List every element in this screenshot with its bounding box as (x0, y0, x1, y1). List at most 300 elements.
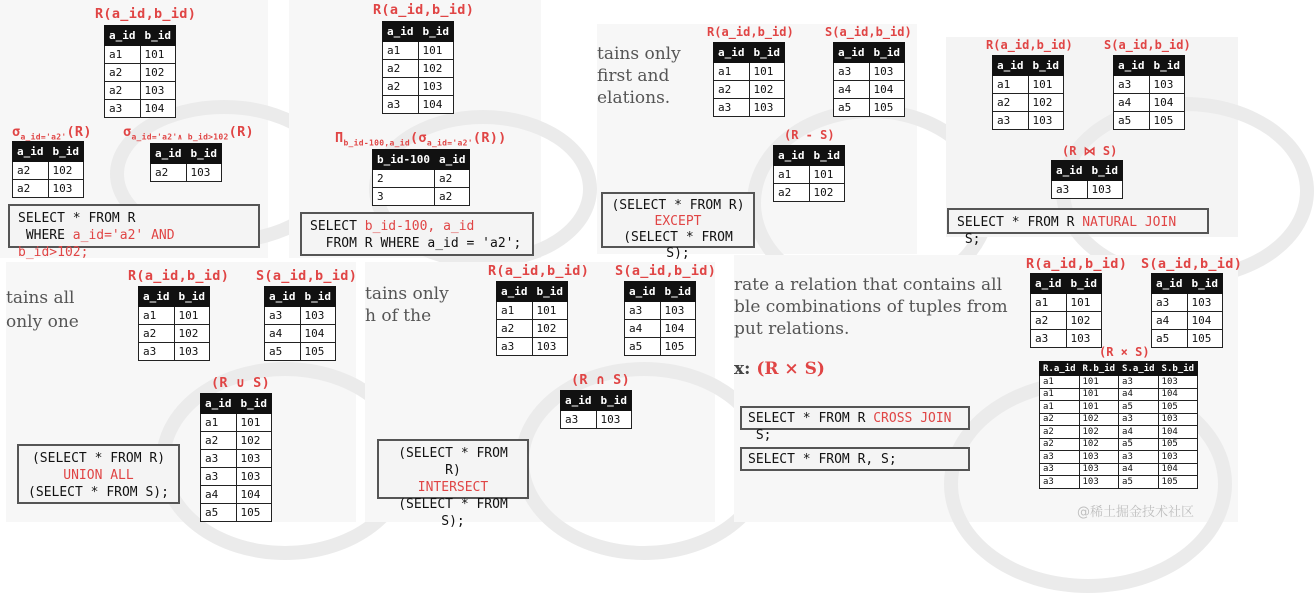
table-row (265, 325, 336, 343)
table-row (139, 307, 210, 325)
sql-keyword: CROSS JOIN (873, 411, 952, 426)
slide-text-line-1: tains only (597, 44, 681, 64)
table-cell: a4 (265, 325, 301, 343)
relation-s-table (264, 286, 336, 361)
result-table-1 (12, 141, 84, 198)
table-row (993, 112, 1064, 130)
relation-s-label: S(a_id,b_id) (1104, 38, 1191, 52)
table-row (714, 63, 785, 81)
watermark: @稀土掘金技术社区 (1076, 505, 1194, 520)
table-cell: a1 (1040, 388, 1080, 401)
sql-box-comma-join: SELECT * FROM R, S; (740, 447, 970, 471)
table-cell: a3 (1119, 413, 1159, 426)
table-row (1040, 413, 1198, 426)
slide-text-line-1: rate a relation that contains all (734, 275, 1003, 295)
table-row (105, 82, 176, 100)
table-cell: 3 (373, 188, 435, 206)
table-cell: a3 (625, 302, 661, 320)
sql-box (17, 444, 180, 504)
column-header: a_id (1052, 161, 1088, 181)
table-row (139, 343, 210, 361)
table-row (1152, 294, 1223, 312)
table-row (1152, 330, 1223, 348)
table-row (1040, 376, 1198, 389)
table-row (834, 81, 905, 99)
table-cell: 101 (1079, 401, 1119, 414)
table-cell: a5 (834, 99, 870, 117)
sql-line-2: FROM R WHERE a_id = 'a2'; (310, 236, 522, 251)
relation-s-table (833, 42, 905, 117)
table-cell: 104 (1149, 94, 1185, 112)
cross-result-label: (R × S) (1099, 345, 1150, 359)
sql-line-3: (SELECT * FROM S); (398, 497, 508, 529)
table-cell: a3 (834, 63, 870, 81)
table-row (201, 504, 272, 522)
table-row (1040, 463, 1198, 476)
relation-r-table (1030, 273, 1102, 348)
table-row (105, 64, 176, 82)
column-header: a_id (265, 287, 301, 307)
table-cell: 102 (1066, 312, 1102, 330)
table-row (201, 450, 272, 468)
sql-box (601, 192, 755, 261)
relation-s-label: S(a_id,b_id) (615, 263, 717, 279)
union-result-table (200, 393, 272, 522)
table-cell: a5 (1119, 401, 1159, 414)
table-cell: a2 (1040, 438, 1080, 451)
table-row (1040, 451, 1198, 464)
table-cell: 101 (1066, 294, 1102, 312)
table-cell: a2 (1040, 413, 1080, 426)
table-cell: 103 (532, 338, 568, 356)
relation-s-label: S(a_id,b_id) (256, 268, 358, 284)
table-cell: a3 (1119, 451, 1159, 464)
column-header: a_id (383, 22, 419, 42)
table-row (265, 343, 336, 361)
table-cell: a3 (1040, 476, 1080, 489)
table-cell: a5 (625, 338, 661, 356)
table-cell: a2 (105, 82, 141, 100)
sql-text-end: S; (748, 428, 772, 443)
table-cell: a3 (1114, 76, 1150, 94)
sql-box (377, 439, 529, 529)
column-header: b_id (186, 144, 222, 164)
column-header: b_id (236, 394, 272, 414)
table-cell: a2 (151, 164, 187, 182)
table-cell: a2 (1031, 312, 1067, 330)
relation-r-table (104, 25, 176, 118)
except-result-table (773, 145, 845, 202)
column-header: b_id (869, 43, 905, 63)
table-cell: 105 (660, 338, 696, 356)
table-cell: 103 (869, 63, 905, 81)
table-cell: 103 (1087, 181, 1123, 199)
table-cell: 101 (418, 42, 454, 60)
relation-r-label: R(a_id,b_id) (488, 263, 590, 279)
table-cell: a4 (834, 81, 870, 99)
table-row (373, 170, 470, 188)
column-header: b_id (809, 146, 845, 166)
table-cell: a2 (774, 184, 810, 202)
table-row (497, 320, 568, 338)
table-cell: 101 (1079, 376, 1119, 389)
column-header: a_id (13, 142, 49, 162)
table-cell: 104 (1187, 312, 1223, 330)
table-cell: a1 (105, 46, 141, 64)
table-cell: 103 (1079, 451, 1119, 464)
sql-keyword: INTERSECT (417, 480, 489, 495)
table-row (1031, 294, 1102, 312)
column-header: b_id (1066, 274, 1102, 294)
table-cell: 104 (300, 325, 336, 343)
table-cell: 103 (140, 82, 176, 100)
table-cell: a3 (993, 112, 1029, 130)
table-cell: 101 (1028, 76, 1064, 94)
table-cell: a5 (265, 343, 301, 361)
column-header: a_id (434, 150, 470, 170)
table-cell: 104 (1158, 426, 1198, 439)
table-cell: 103 (1028, 112, 1064, 130)
table-cell: a1 (497, 302, 533, 320)
panel-intersect (365, 262, 717, 529)
sql-line-1: (SELECT * FROM R) (31, 451, 166, 466)
table-cell: 102 (1028, 94, 1064, 112)
table-row (1152, 312, 1223, 330)
table-cell: a4 (1119, 426, 1159, 439)
column-header: b_id (660, 282, 696, 302)
sql-box-cross-join (740, 406, 970, 443)
table-row (1040, 476, 1198, 489)
sql-keyword: NATURAL JOIN (1082, 215, 1177, 230)
table-row (383, 42, 454, 60)
table-cell: 103 (749, 99, 785, 117)
table-cell: a3 (497, 338, 533, 356)
column-header: a_id (1114, 56, 1150, 76)
table-cell: 103 (1158, 413, 1198, 426)
table-cell: a2 (993, 94, 1029, 112)
table-row (1031, 330, 1102, 348)
relation-r-label: R(a_id,b_id) (373, 2, 475, 18)
sql-line-1: SELECT b_id-100, a_id (310, 219, 475, 234)
table-cell: 102 (174, 325, 210, 343)
sql-keyword: UNION ALL (63, 468, 134, 483)
table-row (373, 188, 470, 206)
table-cell: 101 (140, 46, 176, 64)
table-cell: a3 (1031, 330, 1067, 348)
table-cell: a2 (434, 170, 470, 188)
table-cell: a2 (139, 325, 175, 343)
table-cell: a3 (105, 100, 141, 118)
relation-s-table (1113, 55, 1185, 130)
union-result-label: (R ∪ S) (211, 375, 270, 391)
slide-text-line-2: only one (6, 312, 79, 332)
table-cell: 101 (749, 63, 785, 81)
table-cell: 101 (236, 414, 272, 432)
table-cell: 103 (1066, 330, 1102, 348)
table-cell: a2 (201, 432, 237, 450)
column-header: b_id (596, 391, 632, 411)
table-row (561, 411, 632, 429)
relation-s-table (624, 281, 696, 356)
table-cell: 104 (869, 81, 905, 99)
table-cell: 104 (1158, 463, 1198, 476)
table-cell: a1 (714, 63, 750, 81)
column-header: b_id (532, 282, 568, 302)
table-row (13, 180, 84, 198)
column-header: b_id (1087, 161, 1123, 181)
table-cell: 102 (48, 162, 84, 180)
column-header: b_id (1028, 56, 1064, 76)
table-cell: 103 (186, 164, 222, 182)
column-header: R.b_id (1079, 362, 1119, 376)
relation-s-label: S(a_id,b_id) (1141, 256, 1243, 272)
panel-projection (289, 0, 541, 258)
table-cell: 103 (300, 307, 336, 325)
relation-s-table (1151, 273, 1223, 348)
table-cell: 105 (1158, 438, 1198, 451)
relation-r-table (138, 286, 210, 361)
relation-s-label: S(a_id,b_id) (825, 25, 912, 39)
column-header: a_id (625, 282, 661, 302)
table-cell: a2 (383, 78, 419, 96)
table-cell: a2 (497, 320, 533, 338)
table-row (774, 184, 845, 202)
table-cell: a2 (1040, 426, 1080, 439)
table-cell: a3 (265, 307, 301, 325)
table-cell: 103 (1158, 451, 1198, 464)
sql-line-3: (SELECT * FROM S); (623, 230, 733, 261)
column-header: b_id (140, 26, 176, 46)
table-cell: a2 (383, 60, 419, 78)
sql-line-1: SELECT * FROM R (18, 211, 136, 226)
relation-r-label: R(a_id,b_id) (1026, 256, 1128, 272)
table-row (714, 99, 785, 117)
slide-text-line-3: elations. (597, 88, 671, 108)
sql-text: SELECT * FROM R (748, 411, 874, 426)
sql-keyword: EXCEPT (654, 214, 702, 229)
relation-r-table (992, 55, 1064, 130)
table-cell: 101 (174, 307, 210, 325)
slide-text-line-1: tains only (365, 284, 449, 304)
table-cell: 101 (1079, 388, 1119, 401)
table-cell: a4 (1119, 388, 1159, 401)
projection-expression: $\Pi_{b\_id-100,a\_id}(\sigma_{a\_id='a2'}(R))$ (335, 130, 507, 148)
table-cell: 103 (660, 302, 696, 320)
column-header: a_id (714, 43, 750, 63)
table-cell: a3 (1052, 181, 1088, 199)
column-header: b_id-100 (373, 150, 435, 170)
table-cell: a3 (1040, 463, 1080, 476)
table-cell: a1 (1040, 376, 1080, 389)
table-cell: a3 (201, 450, 237, 468)
relation-r-label: R(a_id,b_id) (128, 268, 230, 284)
join-result-label: (R ⋈ S) (1062, 144, 1118, 158)
table-cell: 103 (1149, 76, 1185, 94)
table-cell: a2 (13, 180, 49, 198)
relation-r-table (713, 42, 785, 117)
table-cell: 104 (660, 320, 696, 338)
column-header: a_id (139, 287, 175, 307)
table-cell: 102 (236, 432, 272, 450)
slide-text-line-2: first and (597, 66, 670, 86)
table-cell: a4 (1152, 312, 1188, 330)
column-header: S.a_id (1119, 362, 1159, 376)
table-row (1114, 112, 1185, 130)
table-cell: a4 (1114, 94, 1150, 112)
table-cell: 101 (809, 166, 845, 184)
slide-text-line-2: ble combinations of tuples from (734, 297, 1008, 317)
column-header: b_id (174, 287, 210, 307)
table-cell: a1 (1040, 401, 1080, 414)
table-cell: a5 (1152, 330, 1188, 348)
sql-line-3: (SELECT * FROM S); (28, 485, 169, 500)
slide-text-line-3: put relations. (734, 319, 850, 339)
slide-text-line-2: h of the (365, 306, 432, 326)
panel-except (597, 24, 917, 261)
column-header: a_id (105, 26, 141, 46)
relation-r-table (382, 21, 454, 114)
table-cell: 103 (48, 180, 84, 198)
table-cell: 103 (596, 411, 632, 429)
table-cell: 103 (236, 468, 272, 486)
table-row (201, 486, 272, 504)
table-cell: 105 (236, 504, 272, 522)
table-row (625, 338, 696, 356)
panel-cross-join (734, 255, 1243, 522)
table-cell: a2 (13, 162, 49, 180)
table-cell: 2 (373, 170, 435, 188)
sigma-expression-2: $\sigma_{a\_id='a2'\wedge b\_id>102}(R)$ (123, 124, 254, 142)
table-cell: a3 (1040, 451, 1080, 464)
table-cell: 102 (532, 320, 568, 338)
table-cell: 105 (1187, 330, 1223, 348)
column-header: a_id (1031, 274, 1067, 294)
sql-text-end: S; (957, 232, 981, 247)
table-cell: 102 (140, 64, 176, 82)
sql-line-1: (SELECT * FROM R) (398, 446, 508, 478)
table-row (201, 414, 272, 432)
table-cell: 102 (809, 184, 845, 202)
sql-text: SELECT * FROM R (957, 215, 1083, 230)
table-cell: a5 (201, 504, 237, 522)
table-row (201, 432, 272, 450)
table-row (1114, 76, 1185, 94)
column-header: b_id (48, 142, 84, 162)
table-row (265, 307, 336, 325)
column-header: b_id (1187, 274, 1223, 294)
table-cell: 103 (1158, 376, 1198, 389)
table-row (383, 96, 454, 114)
table-row (1114, 94, 1185, 112)
column-header: a_id (993, 56, 1029, 76)
table-cell: a3 (201, 468, 237, 486)
column-header: a_id (834, 43, 870, 63)
table-cell: a2 (434, 188, 470, 206)
table-cell: 102 (1079, 413, 1119, 426)
relation-r-label: R(a_id,b_id) (986, 38, 1073, 52)
table-cell: 103 (1187, 294, 1223, 312)
column-header: a_id (151, 144, 187, 164)
except-result-label: (R - S) (784, 128, 835, 142)
table-row (105, 100, 176, 118)
panel-natural-join (946, 37, 1238, 247)
table-cell: a3 (1152, 294, 1188, 312)
column-header: R.a_id (1040, 362, 1080, 376)
table-row (834, 99, 905, 117)
table-cell: a2 (105, 64, 141, 82)
table-row (993, 94, 1064, 112)
table-cell: 103 (174, 343, 210, 361)
table-row (105, 46, 176, 64)
column-header: b_id (418, 22, 454, 42)
table-row (497, 302, 568, 320)
table-row (625, 302, 696, 320)
sql-box (8, 204, 260, 260)
table-row (834, 63, 905, 81)
table-cell: 103 (236, 450, 272, 468)
table-cell: a1 (774, 166, 810, 184)
table-row (774, 166, 845, 184)
table-row (714, 81, 785, 99)
table-cell: a3 (383, 96, 419, 114)
projection-result-table (372, 149, 470, 206)
table-cell: a5 (1114, 112, 1150, 130)
table-cell: a4 (1119, 463, 1159, 476)
sql-line-2: WHERE a_id='a2' AND b_id>102; (18, 228, 175, 260)
table-row (151, 164, 222, 182)
table-row (1040, 426, 1198, 439)
result-table-2 (150, 143, 222, 182)
table-cell: 103 (418, 78, 454, 96)
table-cell: 104 (236, 486, 272, 504)
panel-select (0, 0, 268, 258)
sigma-expression-1: $\sigma_{a\_id='a2'}(R)$ (12, 124, 92, 142)
table-cell: a5 (1119, 476, 1159, 489)
table-cell: a5 (1119, 438, 1159, 451)
table-row (1040, 438, 1198, 451)
table-cell: 105 (1149, 112, 1185, 130)
column-header: a_id (774, 146, 810, 166)
table-row (1040, 401, 1198, 414)
table-row (625, 320, 696, 338)
table-row (201, 468, 272, 486)
table-cell: a1 (993, 76, 1029, 94)
table-cell: 104 (140, 100, 176, 118)
table-cell: a1 (139, 307, 175, 325)
table-cell: 102 (1079, 426, 1119, 439)
table-cell: 102 (1079, 438, 1119, 451)
relation-r-table (496, 281, 568, 356)
table-cell: a3 (561, 411, 597, 429)
table-cell: 102 (749, 81, 785, 99)
table-cell: 105 (1158, 401, 1198, 414)
table-cell: 103 (1079, 476, 1119, 489)
table-cell: a4 (625, 320, 661, 338)
table-cell: a1 (1031, 294, 1067, 312)
table-row (1040, 388, 1198, 401)
table-cell: 105 (869, 99, 905, 117)
sql-box (947, 208, 1209, 247)
table-cell: 104 (1158, 388, 1198, 401)
column-header: a_id (201, 394, 237, 414)
table-row (13, 162, 84, 180)
column-header: a_id (1152, 274, 1188, 294)
table-cell: 101 (532, 302, 568, 320)
table-cell: a3 (714, 99, 750, 117)
table-row (383, 60, 454, 78)
relation-r-label: R(a_id,b_id) (707, 25, 794, 39)
example-expression: x: (R × S) (734, 359, 825, 379)
